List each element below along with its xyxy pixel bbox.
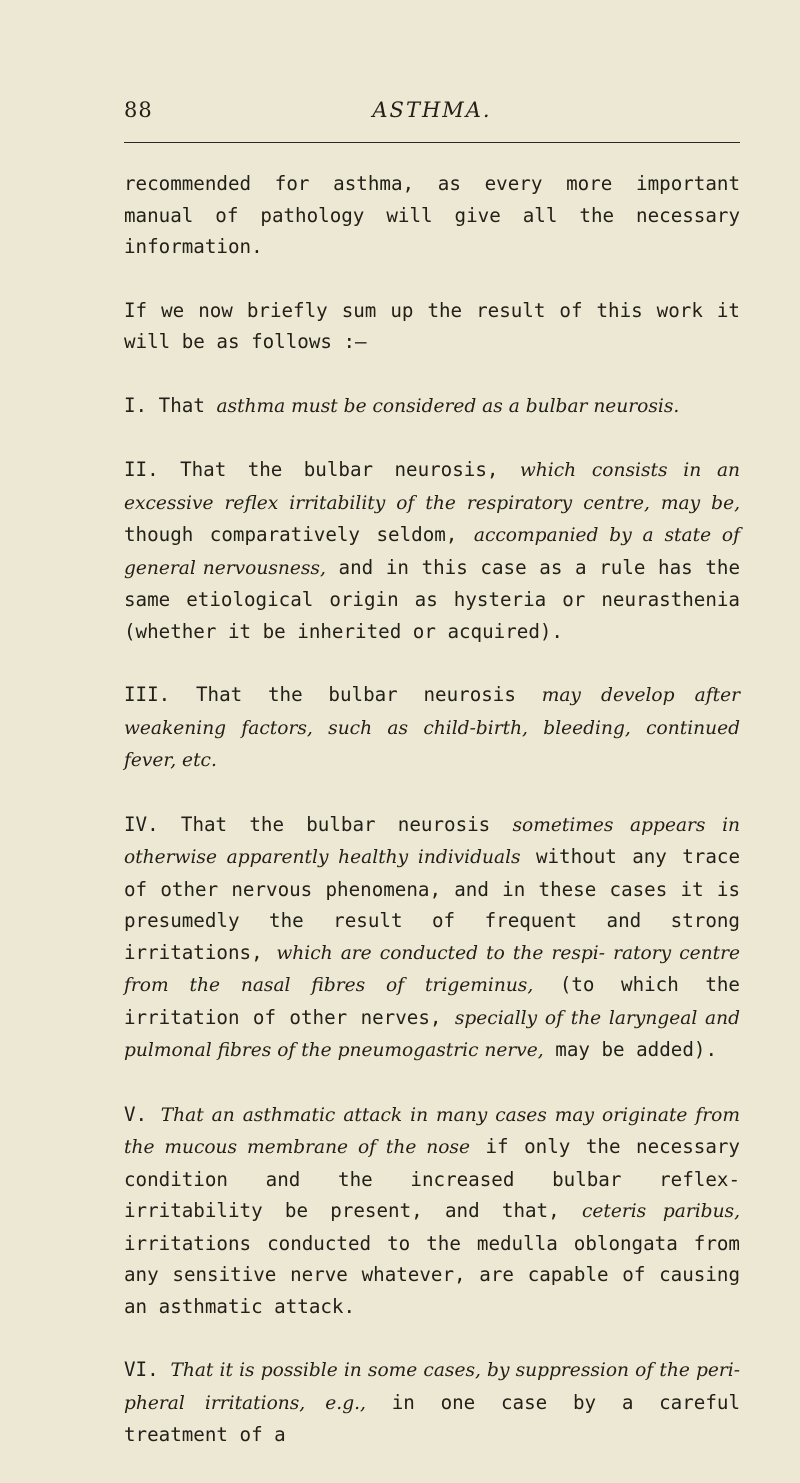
plain-text: if only the necessary condition and the increased bulbar reflex-irritability be present, and that, [124,1135,740,1222]
plain-text: That the bulbar neurosis [196,683,516,706]
plain-text: may be added). [555,1038,717,1061]
point-number: VI. [124,1358,159,1381]
paragraph-point-3 [124,679,740,777]
plain-text: That the bulbar neurosis [180,812,491,836]
plain-text: irritations conducted to the medulla oblongata from any sensitive nerve whatever, are capable of causing an asthmatic attack. [124,1231,740,1318]
point-number: V. [124,1102,148,1126]
paragraph-summary-intro: If we now briefly sum up the result of this work it will be as follows :— [124,298,740,353]
paragraph-point-2 [124,454,740,647]
page-number: 88 [124,98,153,122]
italic-text: which consists in an excessive reflex irritability of the respiratory centre, may be, [124,460,741,514]
italic-text: may develop after weakening factors, such as child-birth, bleeding, continued fever, etc. [124,685,740,771]
paragraph-point-6 [124,1354,740,1451]
italic-text: specially of the laryngeal and pulmonal fibres of the pneumogastric nerve, [124,1007,740,1061]
point-number: II. [124,458,159,481]
paragraph-point-4 [124,809,740,1067]
paragraph-point-1 [124,390,740,423]
italic-text: That an asthmatic attack in many cases may originate from the mucous membrane of the nose [124,1104,740,1158]
plain-text: (to which the irritation of other nerves, [124,973,740,1029]
plain-text: and in this case as a rule has the same etiological origin as hysteria or neurasthenia (whether it be inherited or acquired). [124,555,741,643]
plain-text: though comparatively seldom, [124,523,458,546]
italic-text: ceteris paribus, [581,1201,740,1222]
italic-text: accompanied by a state of general nervousness, [124,525,741,579]
italic-text: which are conducted to the respi- ratory centre from the nasal fibres of trigeminus, [124,942,740,996]
point-number: III. [124,683,171,706]
plain-text: That the bulbar neurosis, [180,458,499,481]
header-rule [124,142,740,143]
italic-text: That it is possible in some cases, by suppression of the peri- pheral irritations, e.g., [124,1360,740,1414]
italic-text: asthma must be considered as a bulbar neurosis. [216,395,680,417]
running-title: ASTHMA. [372,98,492,122]
page-header [124,98,740,130]
plain-text: That [158,393,205,417]
plain-text: in one case by a careful treatment of a [124,1390,740,1446]
body-text [124,168,740,1483]
paragraph-continuation: recommended for asthma, as every more important manual of pathology will give all the necessary information. [124,172,740,258]
italic-text: sometimes appears in otherwise apparently healthy individuals [124,814,740,868]
point-number: I. [124,393,148,417]
point-number: IV. [124,812,159,836]
paragraph-point-5 [124,1099,740,1323]
plain-text: without any trace of other nervous phenomena, and in these cases it is presumedly the result of frequent and strong irritations, [124,845,740,964]
